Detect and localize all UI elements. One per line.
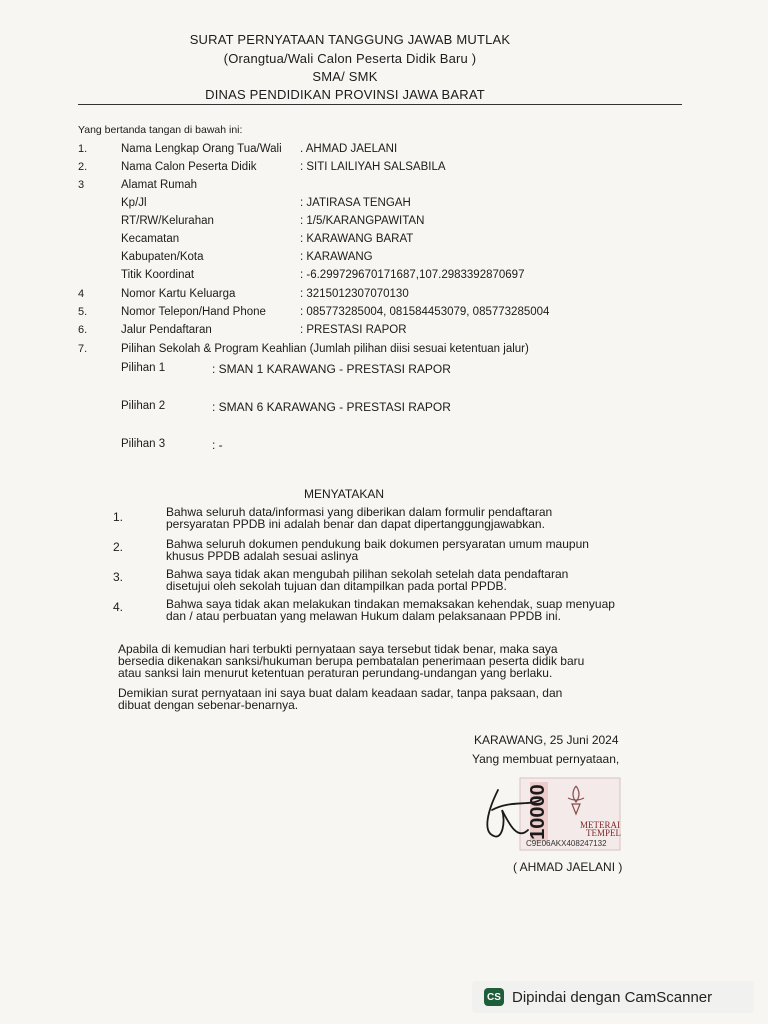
field-4-number: 4: [78, 288, 85, 300]
choice-2-label: Pilihan 2: [121, 400, 166, 412]
signer-name: ( AHMAD JAELANI ): [513, 860, 623, 874]
title-line-4: DINAS PENDIDIKAN PROVINSI JAWA BARAT: [205, 87, 485, 102]
intro-text: Yang bertanda tangan di bawah ini:: [78, 124, 243, 136]
field-rt-label: RT/RW/Kelurahan: [121, 215, 214, 227]
signature-stamp-graphic: [480, 770, 630, 865]
statement-4-number: 4.: [113, 600, 124, 614]
field-kp-label: Kp/Jl: [121, 197, 147, 209]
header-rule: [78, 104, 682, 105]
title-line-3: SMA/ SMK: [312, 69, 378, 84]
signature-stamp-area: [480, 770, 630, 865]
choice-1-value: : SMAN 1 KARAWANG - PRESTASI RAPOR: [212, 362, 451, 376]
stamp-value: 10000: [527, 784, 549, 840]
title-line-1: SURAT PERNYATAAN TANGGUNG JAWAB MUTLAK: [189, 32, 511, 47]
field-1-value: . AHMAD JAELANI: [300, 143, 398, 155]
stamp-code: C9E06AKX408247132: [526, 839, 607, 848]
maker-label: Yang membuat pernyataan,: [472, 752, 620, 766]
statement-4-text: Bahwa saya tidak akan melakukan tindakan memaksakan kehendak, suap menyuap dan / atau perbuatan yang melawan Hukum dalam pelaksanaan PPDB ini.: [166, 597, 615, 623]
camscanner-badge: [472, 981, 754, 1013]
field-2-number: 2.: [78, 161, 88, 173]
field-rt-value: : 1/5/KARANGPAWITAN: [300, 215, 425, 227]
field-5-value: : 085773285004, 081584453079, 085773285004: [300, 306, 550, 318]
stamp-title-1: METERAI: [580, 820, 620, 830]
stamp-value-group: [527, 784, 549, 840]
stamp-title-2: TEMPEL: [586, 828, 621, 838]
field-kp-value: : JATIRASA TENGAH: [300, 197, 411, 209]
field-1-number: 1.: [78, 143, 88, 155]
choice-3-value: : -: [212, 438, 223, 452]
field-4-label: Nomor Kartu Keluarga: [121, 288, 236, 300]
place-date: KARAWANG, 25 Juni 2024: [474, 733, 619, 747]
field-5-label: Nomor Telepon/Hand Phone: [121, 306, 266, 318]
statement-1-number: 1.: [113, 510, 124, 524]
field-kec-value: : KARAWANG BARAT: [300, 233, 414, 245]
field-kec-label: Kecamatan: [121, 233, 180, 245]
field-3-label: Alamat Rumah: [121, 179, 198, 191]
field-7-label: Pilihan Sekolah & Program Keahlian (Jumlah pilihan diisi sesuai ketentuan jalur): [121, 343, 529, 355]
declaration-heading: MENYATAKAN: [304, 487, 385, 501]
camscanner-icon: CS: [484, 988, 504, 1006]
closing-paragraph-2: Demikian surat pernyataan ini saya buat dalam keadaan sadar, tanpa paksaan, dan dibuat dengan sebenar-benarnya.: [118, 686, 563, 712]
statement-1-text: Bahwa seluruh data/informasi yang diberikan dalam formulir pendaftaran persyaratan PPDB ini adalah benar dan dapat dipertanggungjawabkan.: [166, 505, 553, 531]
field-titik-label: Titik Koordinat: [121, 269, 195, 281]
statement-2-number: 2.: [113, 540, 124, 554]
field-kab-label: Kabupaten/Kota: [121, 251, 204, 263]
choice-1-label: Pilihan 1: [121, 362, 166, 374]
choice-2-value: : SMAN 6 KARAWANG - PRESTASI RAPOR: [212, 400, 451, 414]
camscanner-text: Dipindai dengan CamScanner: [512, 988, 713, 1006]
choice-3-label: Pilihan 3: [121, 438, 166, 450]
title-line-2: (Orangtua/Wali Calon Peserta Didik Baru ): [223, 51, 477, 66]
field-2-value: : SITI LAILIYAH SALSABILA: [300, 161, 446, 173]
field-1-label: Nama Lengkap Orang Tua/Wali: [121, 143, 282, 155]
field-6-number: 6.: [78, 324, 88, 336]
field-3-number: 3: [78, 179, 85, 191]
field-5-number: 5.: [78, 306, 88, 318]
field-2-label: Nama Calon Peserta Didik: [121, 161, 257, 173]
field-titik-value: : -6.299729670171687,107.2983392870697: [300, 269, 525, 281]
statement-3-number: 3.: [113, 570, 124, 584]
field-6-value: : PRESTASI RAPOR: [300, 324, 407, 336]
statement-3-text: Bahwa saya tidak akan mengubah pilihan sekolah setelah data pendaftaran disetujui oleh sekolah tujuan dan ditampilkan pada portal PPDB.: [166, 567, 569, 593]
field-kab-value: : KARAWANG: [300, 251, 373, 263]
field-7-number: 7.: [78, 343, 88, 355]
closing-paragraph-1: Apabila di kemudian hari terbukti pernyataan saya tersebut tidak benar, maka saya bersedia dikenakan sanksi/hukuman berupa pembatalan penerimaan peserta didik baru atau sanksi lain menurut ketentuan peraturan perundang-undangan yang berlaku.: [118, 642, 585, 680]
field-6-label: Jalur Pendaftaran: [121, 324, 212, 336]
statement-2-text: Bahwa seluruh dokumen pendukung baik dokumen persyaratan umum maupun khusus PPDB adalah sesuai aslinya: [166, 537, 589, 563]
field-4-value: : 3215012307070130: [300, 288, 409, 300]
